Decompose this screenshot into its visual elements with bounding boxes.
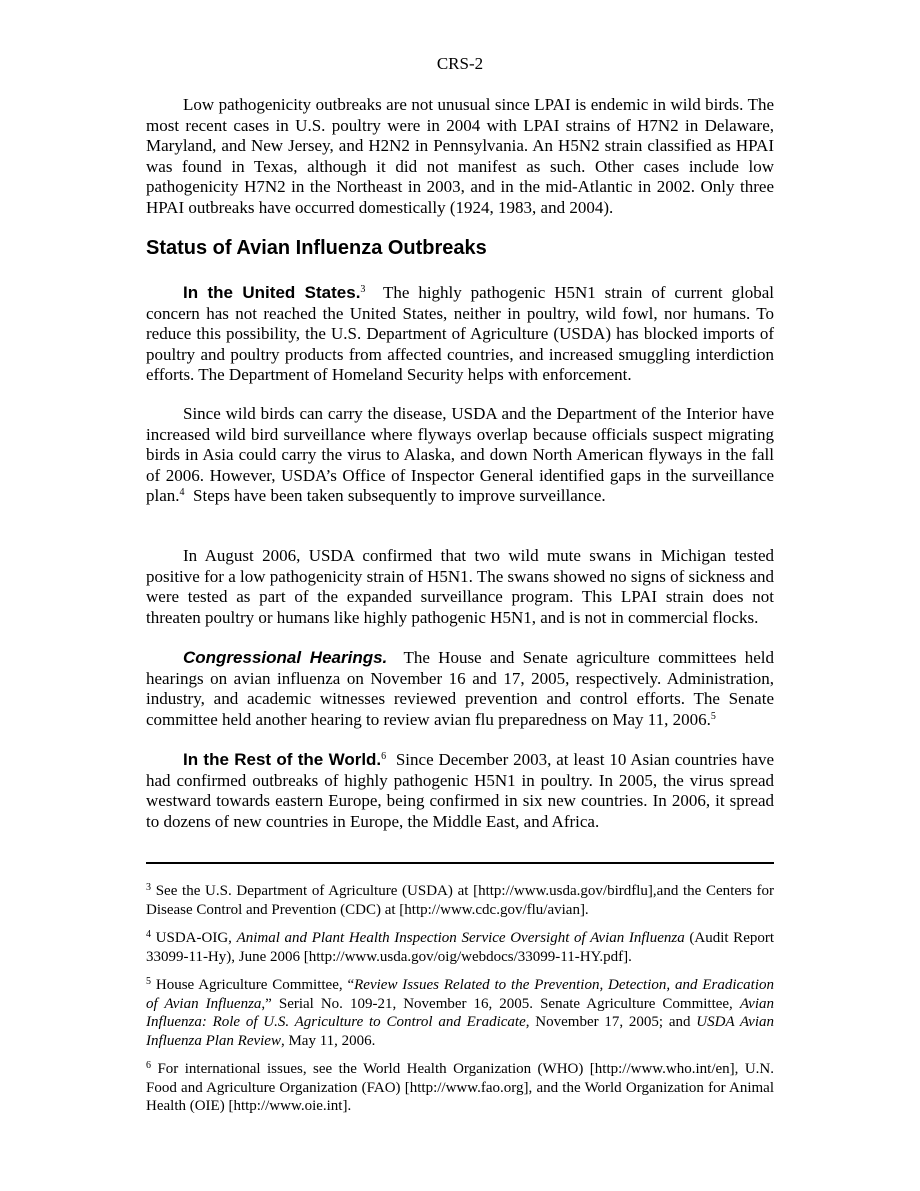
footnote-ref-4[interactable]: 4 [179, 487, 185, 498]
footnote-ref-6[interactable]: 6 [381, 751, 387, 762]
surveillance-text-before: Since wild birds can carry the disease, USDA and the Department of the Interior have increased wild bird surveillance where flyways overlap because officials suspect migrating birds in Asia could carry the virus to Alaska, and down North American flyways in the fall of 2006. However, USDA’s Office of Inspector General identified gaps in the surveillance plan. [146, 404, 774, 505]
footnote-6 [146, 1060, 774, 1116]
surveillance-paragraph [146, 404, 774, 507]
footnote-5-end: , May 11, 2006. [280, 1032, 376, 1049]
us-paragraph [146, 283, 774, 386]
footnote-ref-5[interactable]: 5 [710, 710, 716, 722]
footnote-3-number: 3 [146, 882, 151, 893]
world-runin-heading: In the Rest of the World. [183, 750, 382, 769]
footnote-ref-3[interactable]: 3 [360, 284, 366, 295]
footnote-3-text: See the U.S. Department of Agriculture (USDA) at [http://www.usda.gov/birdflu],and the Centers for Disease Control and Prevention (CDC) at [http://www.cdc.gov/flu/avian]. [146, 883, 774, 918]
world-paragraph [146, 750, 774, 832]
congress-paragraph [146, 648, 774, 730]
footnote-6-number: 6 [146, 1060, 151, 1071]
footnote-5-title-3: USDA Avian Influenza Plan Review [146, 1014, 775, 1049]
footnote-5-title-2: Avian Influenza: Role of U.S. Agriculture to Control and Eradicate [146, 995, 774, 1030]
intro-paragraph: Low pathogenicity outbreaks are not unusual since LPAI is endemic in wild birds. The most recent cases in U.S. poultry were in 2004 with LPAI strains of H7N2 in Delaware, Maryland, and New Jersey, and H2N2 in Pennsylvania. An H5N2 strain classified as HPAI was found in Texas, although it did not manifest as such. Other cases include low pathogenicity H7N2 in the Northeast in 2003, and in the mid-Atlantic in 2002. Only three HPAI outbreaks have occurred domestically (1924, 1983, and 2004). [146, 95, 774, 217]
surveillance-text-after: Steps have been taken subsequently to improve surveillance. [193, 486, 606, 505]
congress-paragraph-text: The House and Senate agriculture committees held hearings on avian influenza on November 16 and 17, 2005, respectively. Administration, industry, and academic witnesses reviewed prevention and control efforts. The Senate committee held another hearing to review avian flu preparedness on May 11, 2006. [146, 648, 774, 729]
us-paragraph-text: The highly pathogenic H5N1 strain of current global concern has not reached the United States, neither in poultry, wild fowl, nor humans. To reduce this possibility, the U.S. Department of Agriculture (USDA) has blocked imports of poultry and poultry products from affected countries, and increased smuggling interdiction efforts. The Department of Homeland Security helps with enforcement. [146, 283, 774, 384]
footnote-5-mid-2: , November 17, 2005; and [525, 1014, 691, 1030]
us-runin-heading: In the United States. [183, 283, 361, 302]
footnote-5 [146, 976, 774, 1050]
section-heading: Status of Avian Influenza Outbreaks [146, 237, 487, 259]
footnote-5-lead: House Agriculture Committee, “ [155, 977, 355, 993]
world-paragraph-text: Since December 2003, at least 10 Asian countries have had confirmed outbreaks of highly pathogenic H5N1 in poultry. In 2005, the virus spread westward towards eastern Europe, being confirmed in six new countries. In 2006, it spread to dozens of new countries in Europe, the Middle East, and Africa. [146, 750, 774, 831]
footnote-5-title-1: Review Issues Related to the Prevention, Detection, and Eradication of Avian Influenza [146, 977, 774, 1012]
footnote-4-rest: (Audit Report 33099-11-Hy), June 2006 [http://www.usda.gov/oig/webdocs/33099-11-HY.pdf]. [146, 930, 775, 965]
footnote-4-title: Animal and Plant Health Inspection Service Oversight of Avian Influenza [236, 930, 685, 946]
footnote-6-text: For international issues, see the World Health Organization (WHO) [http://www.who.int/en], U.N. Food and Agriculture Organization (FAO) [http://www.fao.org], and the World Organization for Animal Health (OIE) [http://www.oie.int]. [146, 1061, 775, 1114]
footnote-3 [146, 882, 774, 919]
page-number-header: CRS-2 [436, 54, 484, 73]
footnote-divider [146, 862, 774, 864]
footnote-4-lead: USDA-OIG, [155, 930, 232, 946]
congress-runin-heading: Congressional Hearings. [183, 648, 388, 667]
swans-paragraph: In August 2006, USDA confirmed that two wild mute swans in Michigan tested positive for a low pathogenicity strain of H5N1. The swans showed no signs of sickness and were tested as part of the expanded surveillance program. This LPAI strain does not threaten poultry or humans like highly pathogenic H5N1, and is not in commercial flocks. [146, 546, 774, 627]
footnote-4-number: 4 [146, 929, 151, 940]
footnote-4 [146, 929, 774, 966]
footnote-5-mid-1: ,” Serial No. 109-21, November 16, 2005. Senate Agriculture Committee, [261, 995, 733, 1012]
footnote-5-number: 5 [146, 976, 151, 987]
